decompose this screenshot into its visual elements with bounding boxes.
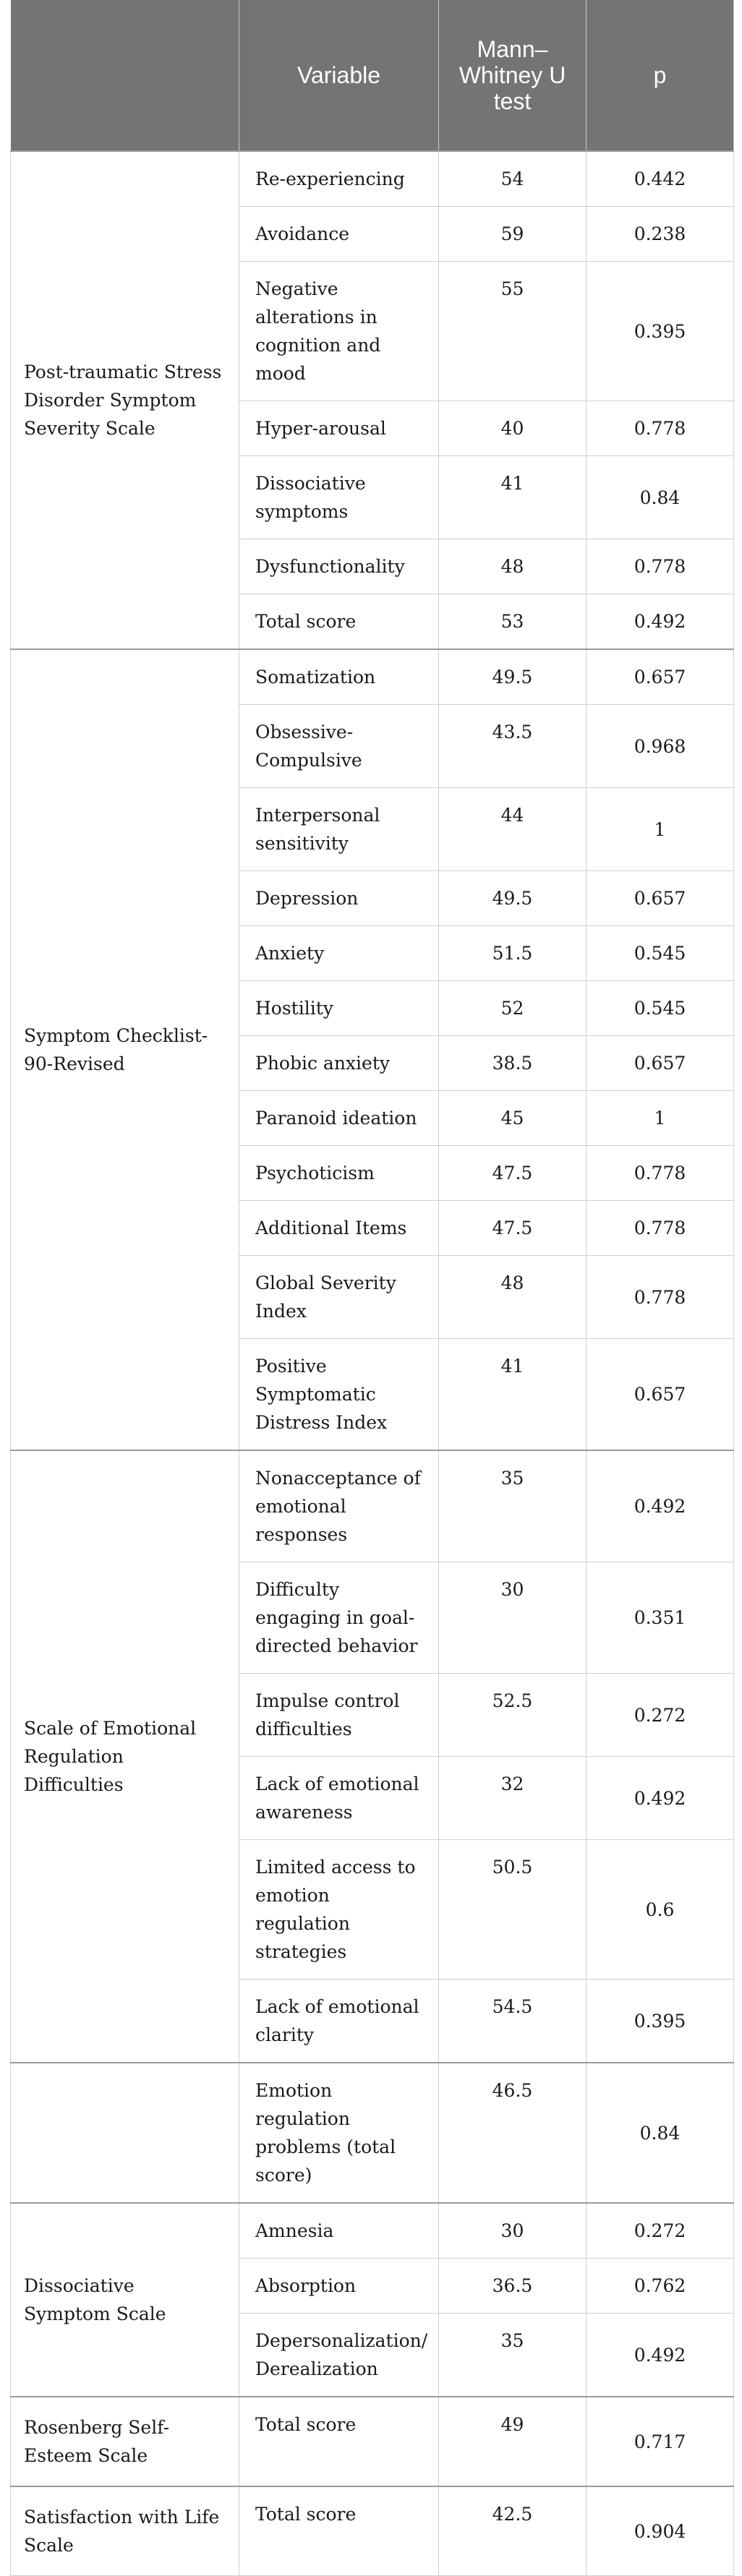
- u-statistic-cell: 52: [439, 981, 587, 1036]
- variable-cell: Avoidance: [239, 207, 439, 262]
- p-value-cell: 0.778: [587, 1146, 734, 1201]
- variable-cell: Dissociative symptoms: [239, 456, 439, 539]
- u-statistic-cell: 50.5: [439, 1840, 587, 1980]
- p-value-cell: 0.762: [587, 2259, 734, 2314]
- p-value-cell: 0.492: [587, 1757, 734, 1840]
- u-statistic-cell: 52.5: [439, 1674, 587, 1757]
- u-statistic-cell: 38.5: [439, 1036, 587, 1091]
- p-value-cell: 0.968: [587, 705, 734, 788]
- p-value-cell: 0.395: [587, 262, 734, 401]
- u-statistic-cell: 48: [439, 539, 587, 594]
- variable-cell: Depression: [239, 871, 439, 926]
- header-group: [11, 0, 239, 151]
- group-name-cell: [11, 2063, 239, 2203]
- table-row: [11, 2063, 734, 2203]
- variable-cell: Limited access to emotion regulation strategies: [239, 1840, 439, 1980]
- table-row: [11, 1450, 734, 1562]
- variable-cell: Lack of emotional clarity: [239, 1980, 439, 2063]
- table-body: [11, 151, 734, 2576]
- p-value-cell: 1: [587, 788, 734, 871]
- u-statistic-cell: 43.5: [439, 705, 587, 788]
- variable-cell: Dysfunctionality: [239, 539, 439, 594]
- variable-cell: Positive Symptomatic Distress Index: [239, 1339, 439, 1451]
- u-statistic-cell: 35: [439, 2314, 587, 2397]
- p-value-cell: 0.778: [587, 1201, 734, 1256]
- variable-cell: Hyper-arousal: [239, 401, 439, 456]
- table-row: [11, 2397, 734, 2486]
- u-statistic-cell: 54: [439, 151, 587, 207]
- p-value-cell: 0.778: [587, 1256, 734, 1339]
- variable-cell: Re-experiencing: [239, 151, 439, 207]
- p-value-cell: 0.778: [587, 401, 734, 456]
- p-value-cell: 0.657: [587, 871, 734, 926]
- variable-cell: Additional Items: [239, 1201, 439, 1256]
- variable-cell: Depersonalization/ Derealization: [239, 2314, 439, 2397]
- variable-cell: Global Severity Index: [239, 1256, 439, 1339]
- u-statistic-cell: 48: [439, 1256, 587, 1339]
- u-statistic-cell: 46.5: [439, 2063, 587, 2203]
- p-value-cell: 0.492: [587, 2314, 734, 2397]
- u-statistic-cell: 59: [439, 207, 587, 262]
- p-value-cell: 0.442: [587, 151, 734, 207]
- variable-cell: Obsessive-Compulsive: [239, 705, 439, 788]
- variable-cell: Difficulty engaging in goal-directed behavior: [239, 1562, 439, 1674]
- group-name-cell: Symptom Checklist-90-Revised: [11, 649, 239, 1450]
- header-variable: Variable: [239, 0, 439, 151]
- u-statistic-cell: 47.5: [439, 1146, 587, 1201]
- group-name-cell: Satisfaction with Life Scale: [11, 2486, 239, 2576]
- p-value-cell: 0.657: [587, 1036, 734, 1091]
- variable-cell: Somatization: [239, 649, 439, 705]
- u-statistic-cell: 42.5: [439, 2486, 587, 2576]
- variable-cell: Emotion regulation problems (total score): [239, 2063, 439, 2203]
- u-statistic-cell: 41: [439, 1339, 587, 1451]
- group-name-cell: Scale of Emotional Regulation Difficulties: [11, 1450, 239, 2063]
- u-statistic-cell: 49.5: [439, 871, 587, 926]
- u-statistic-cell: 36.5: [439, 2259, 587, 2314]
- variable-cell: Psychoticism: [239, 1146, 439, 1201]
- p-value-cell: 0.657: [587, 1339, 734, 1451]
- p-value-cell: 1: [587, 1091, 734, 1146]
- p-value-cell: 0.351: [587, 1562, 734, 1674]
- table-row: [11, 649, 734, 705]
- u-statistic-cell: 45: [439, 1091, 587, 1146]
- u-statistic-cell: 40: [439, 401, 587, 456]
- u-statistic-cell: 49: [439, 2397, 587, 2486]
- p-value-cell: 0.84: [587, 2063, 734, 2203]
- p-value-cell: 0.238: [587, 207, 734, 262]
- u-statistic-cell: 54.5: [439, 1980, 587, 2063]
- table-row: [11, 2203, 734, 2259]
- variable-cell: Phobic anxiety: [239, 1036, 439, 1091]
- header-mann-whitney-u: Mann–Whitney U test: [439, 0, 587, 151]
- variable-cell: Total score: [239, 594, 439, 650]
- u-statistic-cell: 32: [439, 1757, 587, 1840]
- u-statistic-cell: 55: [439, 262, 587, 401]
- u-statistic-cell: 30: [439, 1562, 587, 1674]
- group-name-cell: Dissociative Symptom Scale: [11, 2203, 239, 2397]
- p-value-cell: 0.545: [587, 981, 734, 1036]
- u-statistic-cell: 51.5: [439, 926, 587, 981]
- p-value-cell: 0.272: [587, 2203, 734, 2259]
- variable-cell: Anxiety: [239, 926, 439, 981]
- variable-cell: Impulse control difficulties: [239, 1674, 439, 1757]
- u-statistic-cell: 47.5: [439, 1201, 587, 1256]
- variable-cell: Lack of emotional awareness: [239, 1757, 439, 1840]
- header-p-value: p: [587, 0, 734, 151]
- u-statistic-cell: 35: [439, 1450, 587, 1562]
- u-statistic-cell: 49.5: [439, 649, 587, 705]
- p-value-cell: 0.545: [587, 926, 734, 981]
- p-value-cell: 0.84: [587, 456, 734, 539]
- variable-cell: Hostility: [239, 981, 439, 1036]
- group-name-cell: Rosenberg Self-Esteem Scale: [11, 2397, 239, 2486]
- p-value-cell: 0.395: [587, 1980, 734, 2063]
- table-row: [11, 151, 734, 207]
- p-value-cell: 0.492: [587, 594, 734, 650]
- group-name-cell: Post-traumatic Stress Disorder Symptom Severity Scale: [11, 151, 239, 649]
- results-table: [10, 0, 734, 2576]
- p-value-cell: 0.492: [587, 1450, 734, 1562]
- p-value-cell: 0.657: [587, 649, 734, 705]
- p-value-cell: 0.6: [587, 1840, 734, 1980]
- variable-cell: Amnesia: [239, 2203, 439, 2259]
- variable-cell: Total score: [239, 2486, 439, 2576]
- variable-cell: Total score: [239, 2397, 439, 2486]
- variable-cell: Absorption: [239, 2259, 439, 2314]
- results-table-container: [10, 0, 733, 2576]
- variable-cell: Paranoid ideation: [239, 1091, 439, 1146]
- u-statistic-cell: 41: [439, 456, 587, 539]
- p-value-cell: 0.717: [587, 2397, 734, 2486]
- p-value-cell: 0.272: [587, 1674, 734, 1757]
- u-statistic-cell: 53: [439, 594, 587, 650]
- variable-cell: Negative alterations in cognition and mood: [239, 262, 439, 401]
- variable-cell: Interpersonal sensitivity: [239, 788, 439, 871]
- u-statistic-cell: 44: [439, 788, 587, 871]
- table-header: [11, 0, 734, 151]
- p-value-cell: 0.778: [587, 539, 734, 594]
- u-statistic-cell: 30: [439, 2203, 587, 2259]
- p-value-cell: 0.904: [587, 2486, 734, 2576]
- variable-cell: Nonacceptance of emotional responses: [239, 1450, 439, 1562]
- table-row: [11, 2486, 734, 2576]
